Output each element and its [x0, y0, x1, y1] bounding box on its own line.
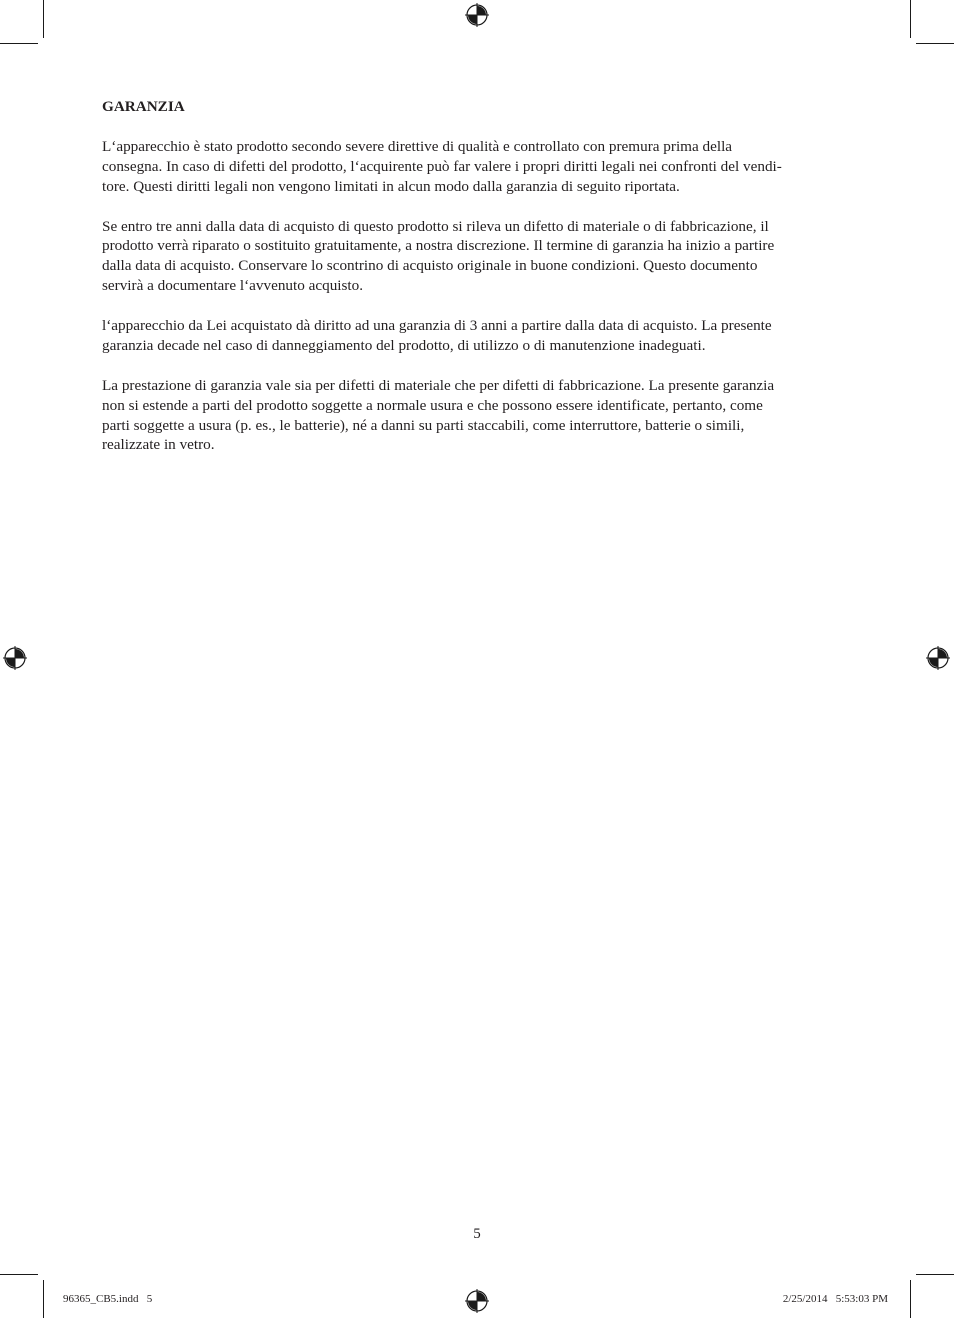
crop-mark-bottom-left-vertical	[43, 1280, 44, 1318]
registration-target-icon	[926, 646, 950, 670]
registration-target-icon	[465, 3, 489, 27]
crop-mark-bottom-right-vertical	[910, 1280, 911, 1318]
text-line: dalla data di acquisto. Conservare lo scontrino di acquisto originale in buone condizioni. Questo documento	[102, 257, 758, 275]
crop-mark-top-left-vertical	[43, 0, 44, 38]
text-line: parti soggette a usura (p. es., le batterie), né a danni su parti staccabili, come interruttore, batterie o simili,	[102, 416, 745, 434]
text-line: realizzate in vetro.	[102, 436, 215, 454]
text-line: La prestazione di garanzia vale sia per difetti di materiale che per difetti di fabbricazione. La presente garanzia	[102, 376, 775, 394]
text-line: servirà a documentare l‘avvenuto acquisto.	[102, 277, 364, 295]
slug-timestamp: 2/25/2014 5:53:03 PM	[782, 1293, 888, 1305]
registration-target-icon	[465, 1289, 489, 1313]
paragraph	[102, 137, 847, 197]
text-line: L‘apparecchio è stato prodotto secondo severe direttive di qualità e controllato con premura prima della	[102, 137, 733, 155]
crop-mark-bottom-left-horizontal	[0, 1274, 38, 1275]
registration-target-icon	[3, 646, 27, 670]
paragraph	[102, 316, 847, 356]
paragraph	[102, 217, 847, 297]
paragraph	[102, 376, 847, 456]
text-line: prodotto verrà riparato o sostituito gratuitamente, a nostra discrezione. Il termine di garanzia ha inizio a partire	[102, 237, 775, 255]
crop-mark-top-right-vertical	[910, 0, 911, 38]
section-heading: GARANZIA	[102, 98, 185, 115]
text-line: non si estende a parti del prodotto soggette a normale usura e che possono essere identificate, pertanto, come	[102, 396, 763, 414]
text-line: l‘apparecchio da Lei acquistato dà diritto ad una garanzia di 3 anni a partire dalla data di acquisto. La presente	[102, 317, 772, 335]
slug-filename: 96365_CB5.indd 5	[63, 1293, 153, 1305]
text-line: consegna. In caso di difetti del prodotto, l‘acquirente può far valere i propri diritti legali nei confronti del vendi-	[102, 157, 782, 175]
text-line: garanzia decade nel caso di danneggiamento del prodotto, di utilizzo o di manutenzione inadeguati.	[102, 336, 706, 354]
page-number: 5	[473, 1226, 481, 1242]
warranty-section	[102, 97, 847, 475]
crop-mark-top-left-horizontal	[0, 43, 38, 44]
crop-mark-top-right-horizontal	[916, 43, 954, 44]
text-line: tore. Questi diritti legali non vengono limitati in alcun modo dalla garanzia di seguito riportata.	[102, 177, 680, 195]
text-line: Se entro tre anni dalla data di acquisto di questo prodotto si rileva un difetto di materiale o di fabbricazione, il	[102, 217, 769, 235]
crop-mark-bottom-right-horizontal	[916, 1274, 954, 1275]
